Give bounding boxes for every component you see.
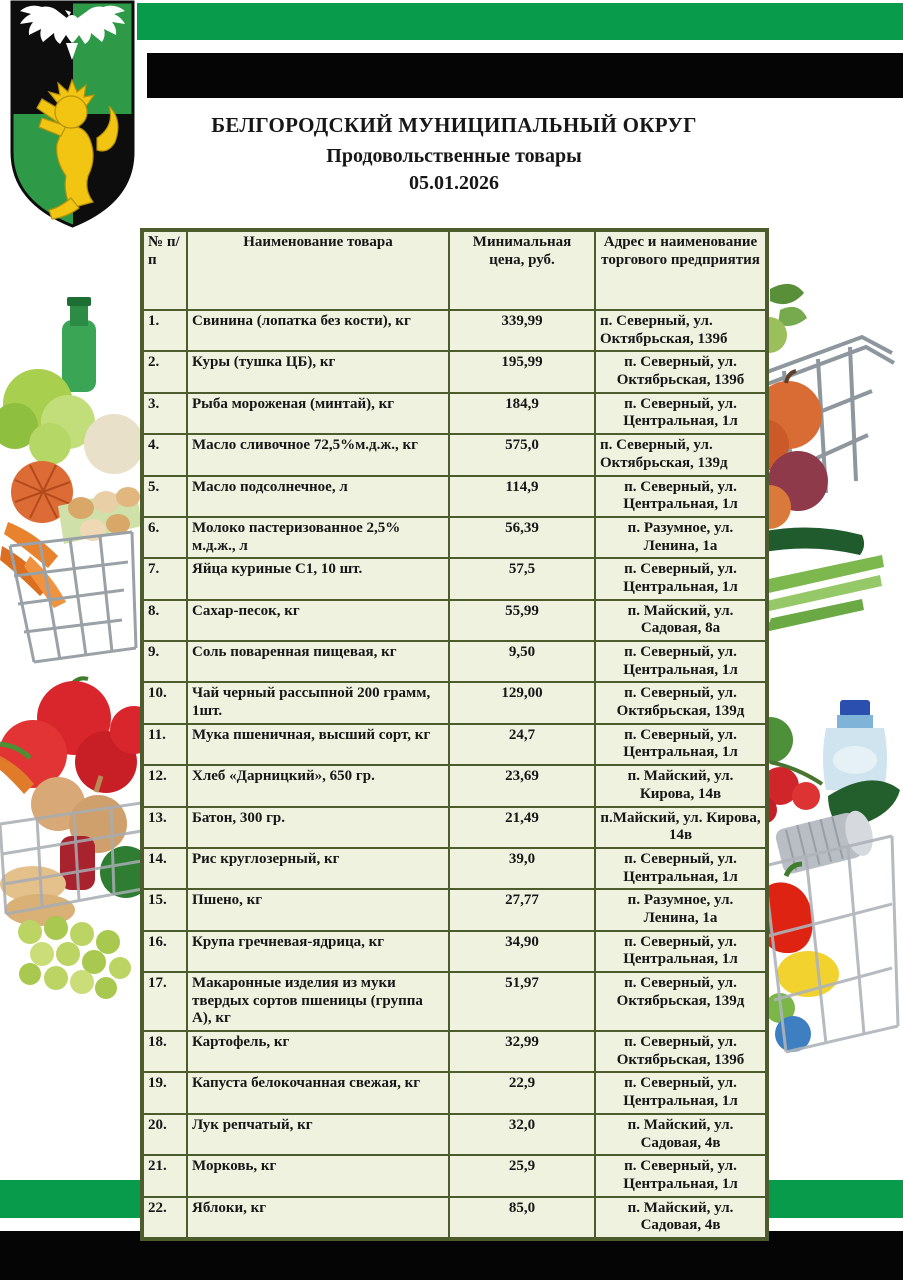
- page-subtitle: Продовольственные товары: [326, 145, 582, 167]
- table-row: [142, 807, 767, 848]
- min-price: 55,99: [449, 600, 595, 641]
- store-address: п. Майский, ул. Садовая, 8а: [595, 600, 767, 641]
- min-price: 32,0: [449, 1114, 595, 1155]
- table-row: [142, 600, 767, 641]
- min-price: 195,99: [449, 351, 595, 392]
- store-address: п. Северный, ул. Октябрьская, 139д: [595, 682, 767, 723]
- table-row: [142, 641, 767, 682]
- table-row: [142, 393, 767, 434]
- row-number: 6.: [142, 517, 187, 558]
- page-title: БЕЛГОРОДСКИЙ МУНИЦИПАЛЬНЫЙ ОКРУГ: [211, 113, 697, 137]
- store-address: п. Северный, ул. Центральная, 1л: [595, 724, 767, 765]
- store-address: п. Северный, ул. Центральная, 1л: [595, 848, 767, 889]
- coat-of-arms-icon: [7, 0, 138, 228]
- product-name: Рыба мороженая (минтай), кг: [187, 393, 449, 434]
- product-name: Соль поваренная пищевая, кг: [187, 641, 449, 682]
- table-row: [142, 1114, 767, 1155]
- min-price: 23,69: [449, 765, 595, 806]
- row-number: 16.: [142, 931, 187, 972]
- product-name: Куры (тушка ЦБ), кг: [187, 351, 449, 392]
- min-price: 21,49: [449, 807, 595, 848]
- store-address: п. Северный, ул. Центральная, 1л: [595, 393, 767, 434]
- min-price: 114,9: [449, 476, 595, 517]
- product-name: Морковь, кг: [187, 1155, 449, 1196]
- store-address: п. Северный, ул. Октябрьская, 139б: [595, 1031, 767, 1072]
- table-row: [142, 848, 767, 889]
- table-row: [142, 931, 767, 972]
- store-address: п. Северный, ул. Центральная, 1л: [595, 1155, 767, 1196]
- min-price: 34,90: [449, 931, 595, 972]
- min-price: 85,0: [449, 1197, 595, 1239]
- row-number: 1.: [142, 310, 187, 351]
- store-address: п. Майский, ул. Садовая, 4в: [595, 1197, 767, 1239]
- store-address: п. Северный, ул. Центральная, 1л: [595, 1072, 767, 1113]
- min-price: 184,9: [449, 393, 595, 434]
- product-name: Пшено, кг: [187, 889, 449, 930]
- min-price: 575,0: [449, 434, 595, 475]
- min-price: 9,50: [449, 641, 595, 682]
- table-row: [142, 310, 767, 351]
- row-number: 21.: [142, 1155, 187, 1196]
- table-row: [142, 972, 767, 1031]
- product-name: Картофель, кг: [187, 1031, 449, 1072]
- column-header-product: Наименование товара: [187, 230, 449, 310]
- min-price: 129,00: [449, 682, 595, 723]
- table-row: [142, 517, 767, 558]
- store-address: п.Майский, ул. Кирова, 14в: [595, 807, 767, 848]
- table-row: [142, 765, 767, 806]
- product-name: Свинина (лопатка без кости), кг: [187, 310, 449, 351]
- product-name: Яблоки, кг: [187, 1197, 449, 1239]
- table-row: [142, 1072, 767, 1113]
- product-name: Мука пшеничная, высший сорт, кг: [187, 724, 449, 765]
- table-row: [142, 1155, 767, 1196]
- table-row: [142, 1197, 767, 1239]
- grocery-basket-tomatoes-grapes-photo: [0, 672, 148, 1017]
- grocery-basket-vegetables-photo: [0, 292, 142, 677]
- title-block: [145, 113, 763, 195]
- table-row: [142, 889, 767, 930]
- table-row: [142, 558, 767, 599]
- min-price: 39,0: [449, 848, 595, 889]
- min-price: 25,9: [449, 1155, 595, 1196]
- store-address: п. Северный, ул. Октябрьская, 139д: [595, 434, 767, 475]
- column-header-address: Адрес и наименование торгового предприятия: [595, 230, 767, 310]
- row-number: 14.: [142, 848, 187, 889]
- row-number: 19.: [142, 1072, 187, 1113]
- row-number: 17.: [142, 972, 187, 1031]
- store-address: п. Северный, ул. Центральная, 1л: [595, 476, 767, 517]
- table-row: [142, 434, 767, 475]
- row-number: 3.: [142, 393, 187, 434]
- min-price: 57,5: [449, 558, 595, 599]
- product-name: Лук репчатый, кг: [187, 1114, 449, 1155]
- row-number: 18.: [142, 1031, 187, 1072]
- row-number: 4.: [142, 434, 187, 475]
- store-address: п. Северный, ул. Октябрьская, 139б: [595, 310, 767, 351]
- product-name: Молоко пастеризованное 2,5% м.д.ж., л: [187, 517, 449, 558]
- store-address: п. Майский, ул. Кирова, 14в: [595, 765, 767, 806]
- top-black-bar: [147, 53, 903, 98]
- row-number: 8.: [142, 600, 187, 641]
- report-date: 05.01.2026: [409, 172, 499, 194]
- product-name: Рис круглозерный, кг: [187, 848, 449, 889]
- table-header-row: [142, 230, 767, 310]
- product-name: Чай черный рассыпной 200 грамм, 1шт.: [187, 682, 449, 723]
- product-name: Сахар-песок, кг: [187, 600, 449, 641]
- row-number: 2.: [142, 351, 187, 392]
- product-name: Батон, 300 гр.: [187, 807, 449, 848]
- row-number: 10.: [142, 682, 187, 723]
- row-number: 12.: [142, 765, 187, 806]
- row-number: 13.: [142, 807, 187, 848]
- min-price: 32,99: [449, 1031, 595, 1072]
- min-price: 51,97: [449, 972, 595, 1031]
- product-name: Масло сливочное 72,5%м.д.ж., кг: [187, 434, 449, 475]
- row-number: 22.: [142, 1197, 187, 1239]
- table-row: [142, 476, 767, 517]
- store-address: п. Северный, ул. Центральная, 1л: [595, 931, 767, 972]
- min-price: 339,99: [449, 310, 595, 351]
- row-number: 11.: [142, 724, 187, 765]
- product-name: Масло подсолнечное, л: [187, 476, 449, 517]
- product-name: Хлеб «Дарницкий», 650 гр.: [187, 765, 449, 806]
- top-green-bar: [137, 3, 903, 40]
- table-row: [142, 351, 767, 392]
- table-row: [142, 1031, 767, 1072]
- store-address: п. Разумное, ул. Ленина, 1а: [595, 517, 767, 558]
- column-header-number: № п/п: [142, 230, 187, 310]
- store-address: п. Майский, ул. Садовая, 4в: [595, 1114, 767, 1155]
- store-address: п. Северный, ул. Октябрьская, 139д: [595, 972, 767, 1031]
- product-name: Яйца куриные С1, 10 шт.: [187, 558, 449, 599]
- store-address: п. Разумное, ул. Ленина, 1а: [595, 889, 767, 930]
- row-number: 20.: [142, 1114, 187, 1155]
- row-number: 5.: [142, 476, 187, 517]
- product-name: Крупа гречневая-ядрица, кг: [187, 931, 449, 972]
- row-number: 15.: [142, 889, 187, 930]
- price-table: [140, 228, 769, 1241]
- store-address: п. Северный, ул. Центральная, 1л: [595, 558, 767, 599]
- row-number: 7.: [142, 558, 187, 599]
- min-price: 27,77: [449, 889, 595, 930]
- min-price: 56,39: [449, 517, 595, 558]
- product-name: Капуста белокочанная свежая, кг: [187, 1072, 449, 1113]
- table-row: [142, 724, 767, 765]
- column-header-price: Минимальная цена, руб.: [449, 230, 595, 310]
- table-row: [142, 682, 767, 723]
- min-price: 24,7: [449, 724, 595, 765]
- store-address: п. Северный, ул. Центральная, 1л: [595, 641, 767, 682]
- price-table-body: [142, 310, 767, 1239]
- product-name: Макаронные изделия из муки твердых сортов пшеницы (группа А), кг: [187, 972, 449, 1031]
- min-price: 22,9: [449, 1072, 595, 1113]
- store-address: п. Северный, ул. Октябрьская, 139б: [595, 351, 767, 392]
- row-number: 9.: [142, 641, 187, 682]
